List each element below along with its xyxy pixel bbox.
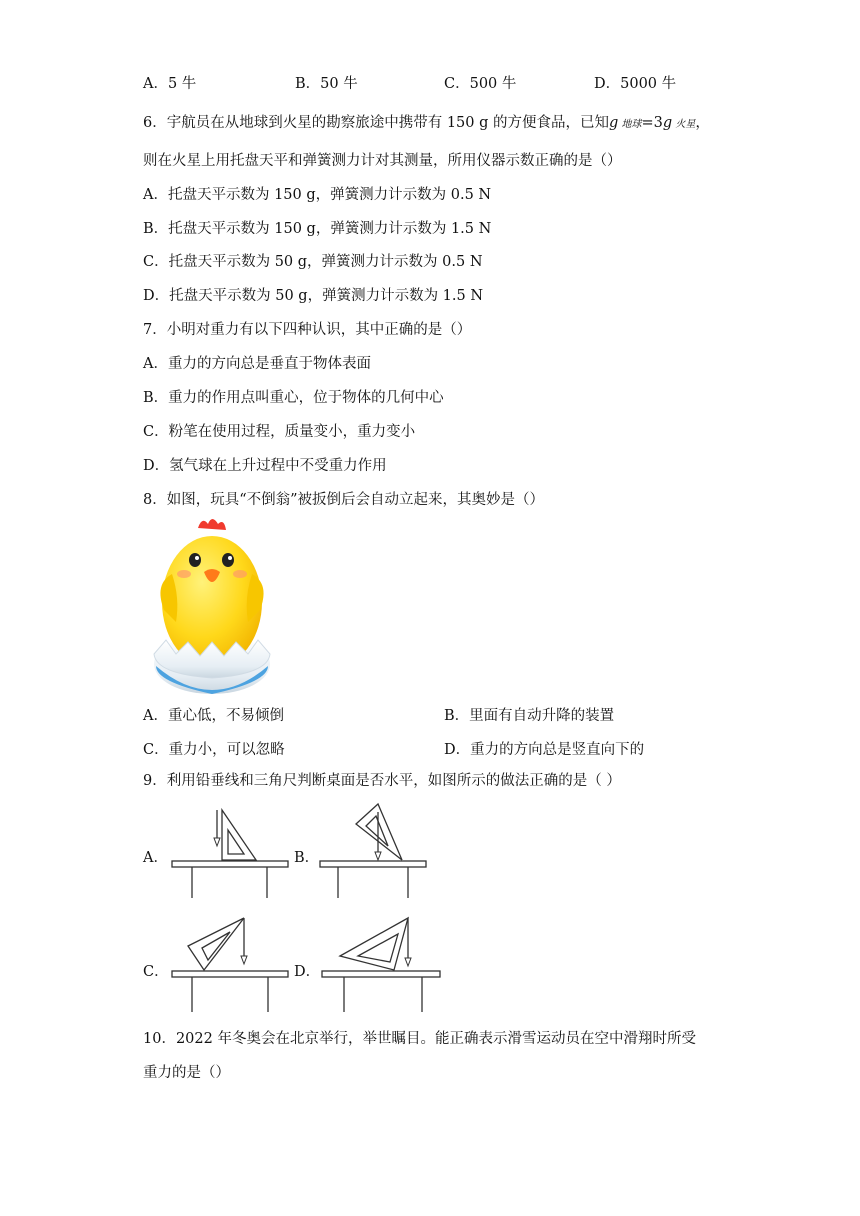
q7-option-a: A．重力的方向总是垂直于物体表面 bbox=[143, 356, 371, 372]
q8-option-b: B．里面有自动升降的装置 bbox=[444, 708, 615, 724]
q9-label-b: B． bbox=[294, 850, 320, 866]
q5-option-d: D．5000 牛 bbox=[594, 76, 677, 92]
q6-option-c: C．托盘天平示数为 50 g，弹簧测力计示数为 0.5 N bbox=[143, 254, 483, 270]
q6-stem-line-2: 则在火星上用托盘天平和弹簧测力计对其测量，所用仪器示数正确的是（） bbox=[143, 153, 622, 169]
q5-option-b: B．50 牛 bbox=[295, 76, 358, 92]
q9-figure-b bbox=[318, 802, 430, 900]
q6-g-symbol-2: g bbox=[662, 115, 673, 131]
q9-label-d: D． bbox=[294, 964, 321, 980]
q8-option-d: D．重力的方向总是竖直向下的 bbox=[444, 742, 645, 758]
q10-stem-line-1: 10．2022 年冬奥会在北京举行，举世瞩目。能正确表示滑雪运动员在空中滑翔时所受 bbox=[143, 1031, 696, 1047]
q8-option-a: A．重心低，不易倾倒 bbox=[143, 708, 284, 724]
tumbler-toy-image bbox=[150, 514, 275, 694]
q8-option-c: C．重力小，可以忽略 bbox=[143, 742, 285, 758]
q9-figure-c bbox=[168, 916, 293, 1014]
q10-stem-line-2: 重力的是（） bbox=[143, 1065, 230, 1081]
q7-option-b: B．重力的作用点叫重心，位于物体的几何中心 bbox=[143, 390, 444, 406]
q7-option-d: D．氢气球在上升过程中不受重力作用 bbox=[143, 458, 387, 474]
q6-option-a: A．托盘天平示数为 150 g，弹簧测力计示数为 0.5 N bbox=[143, 187, 492, 203]
q6-g-symbol-1: g bbox=[609, 115, 619, 131]
q9-stem: 9．利用铅垂线和三角尺判断桌面是否水平，如图所示的做法正确的是（ ） bbox=[143, 773, 621, 789]
q5-option-a: A．5 牛 bbox=[143, 76, 197, 92]
q6-stem-text: 6．宇航员在从地球到火星的勘察旅途中携带有 150 g 的方便食品，已知 bbox=[143, 115, 610, 131]
q5-option-c: C．500 牛 bbox=[444, 76, 517, 92]
q7-option-c: C．粉笔在使用过程，质量变小，重力变小 bbox=[143, 424, 416, 440]
q6-equals: =3 bbox=[641, 115, 663, 131]
q6-option-d: D．托盘天平示数为 50 g，弹簧测力计示数为 1.5 N bbox=[143, 288, 484, 304]
q8-stem: 8．如图，玩具“不倒翁”被扳倒后会自动立起来，其奥妙是（） bbox=[143, 492, 545, 508]
q7-stem: 7．小明对重力有以下四种认识，其中正确的是（） bbox=[143, 322, 472, 338]
q6-subscript-earth: 地球 bbox=[618, 119, 642, 130]
q6-subscript-mars: 火星 bbox=[672, 119, 696, 130]
q9-label-a: A． bbox=[143, 850, 168, 866]
q9-label-c: C． bbox=[143, 964, 169, 980]
q9-figure-a bbox=[168, 808, 293, 900]
q6-option-b: B．托盘天平示数为 150 g，弹簧测力计示数为 1.5 N bbox=[143, 221, 492, 237]
q6-comma: ， bbox=[695, 115, 710, 131]
q6-stem-line-1 bbox=[143, 114, 710, 134]
q9-figure-d bbox=[318, 916, 443, 1014]
